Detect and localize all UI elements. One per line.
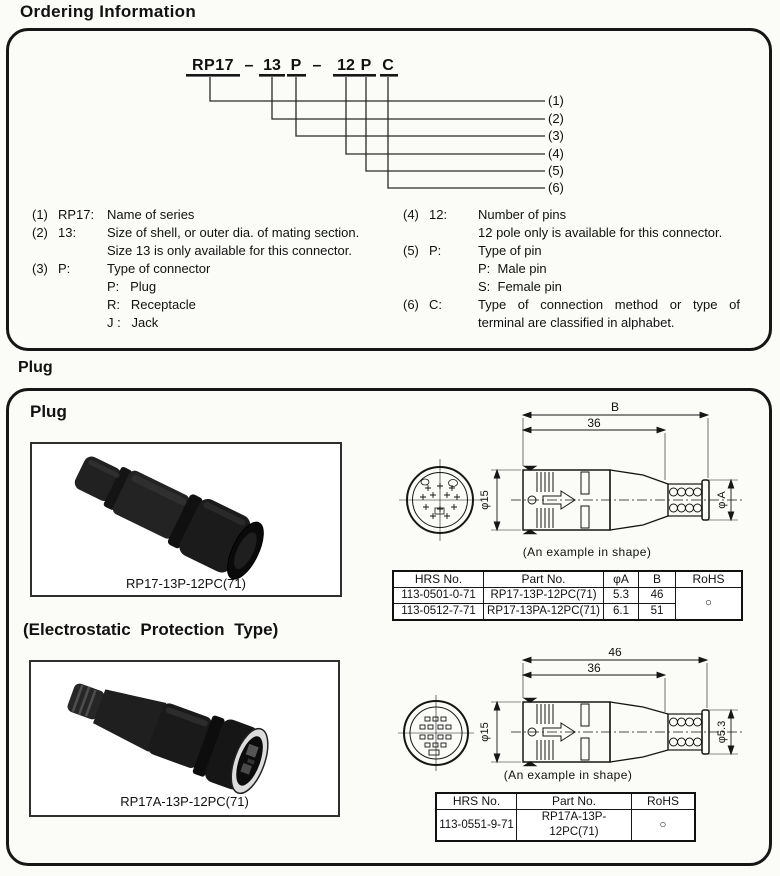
dimension-drawing-plug [385, 396, 765, 541]
item-line: Size of shell, or outer dia. of mating section. [107, 225, 360, 240]
cell-hrs: 113-0551-9-71 [436, 810, 517, 842]
callout-3: (3) [548, 128, 564, 143]
drawing2-caption: (An example in shape) [503, 768, 633, 782]
dim-label-phi15: φ15 [479, 722, 491, 742]
cell-rohs: ○ [632, 810, 696, 842]
cell-part: RP17A-13P-12PC(71) [517, 810, 632, 842]
ordering-item-3 [32, 260, 387, 332]
ordering-item-6 [403, 296, 753, 332]
dimension-lines-2 [491, 657, 738, 762]
callout-6: (6) [548, 180, 564, 195]
dim-label-36: 36 [587, 416, 601, 430]
cell-hrs: 113-0501-0-71 [393, 588, 484, 604]
pn-segment-type: P [290, 57, 302, 74]
table-header-row [436, 793, 695, 810]
col-part: Part No. [484, 571, 604, 588]
cell-part: RP17-13PA-12PC(71) [484, 604, 604, 621]
pn-underlines [186, 74, 398, 77]
part-number-diagram [160, 50, 580, 200]
photo1-caption: RP17-13P-12PC(71) [126, 576, 246, 591]
drawing1-caption: (An example in shape) [522, 545, 652, 559]
pn-segment-series: RP17 [191, 57, 235, 74]
item-line: S: Female pin [478, 279, 562, 294]
dim-label-phi15: φ15 [479, 490, 491, 510]
ordering-item-5 [403, 242, 753, 296]
plug-table [392, 570, 743, 621]
pn-callout-lines [210, 77, 545, 188]
dim-label-36: 36 [587, 661, 601, 675]
item-line: Type of pin [478, 243, 542, 258]
col-part: Part No. [517, 793, 632, 810]
item-line: 12 pole only is available for this connector. [478, 225, 723, 240]
esd-plug-table [435, 792, 696, 842]
photo-frame-plug [30, 442, 342, 597]
item-line: Type of connection method or type of [478, 297, 740, 312]
table-row [393, 588, 742, 604]
cell-part: RP17-13P-12PC(71) [484, 588, 604, 604]
item-line: P: Male pin [478, 261, 547, 276]
item-lines [107, 206, 387, 224]
item-lines [478, 296, 753, 332]
table-header-row [393, 571, 742, 588]
item-line: Name of series [107, 207, 195, 222]
item-code: C: [429, 297, 442, 312]
front-view-2 [398, 695, 474, 771]
dim-label-phi53: φ5.3 [716, 720, 728, 744]
dim-label-B: B [610, 400, 620, 414]
item-line: P: Plug [107, 279, 157, 294]
connector-photo-1 [32, 444, 340, 595]
connector-photo-2 [31, 662, 338, 815]
col-phiA: φA [604, 571, 639, 588]
item-line: Size 13 is only available for this connector. [107, 243, 352, 258]
photo-frame-esd-plug [29, 660, 340, 817]
cell-phiA: 5.3 [604, 588, 639, 604]
table-row [436, 810, 695, 842]
cell-hrs: 113-0512-7-71 [393, 604, 484, 621]
item-line: J : Jack [107, 315, 159, 330]
esd-heading: (Electrostatic Protection Type) [23, 620, 279, 639]
pn-segment-pins: 12 [337, 57, 355, 74]
item-line: terminal are classified in alphabet. [478, 315, 675, 330]
item-code: 13: [58, 225, 77, 240]
photo2-caption: RP17A-13P-12PC(71) [120, 794, 249, 809]
item-num: (6) [403, 297, 419, 312]
callout-2: (2) [548, 111, 564, 126]
pn-segment-method: C [382, 57, 394, 74]
ordering-item-4 [403, 206, 753, 242]
item-lines [478, 242, 753, 296]
item-line: Number of pins [478, 207, 567, 222]
dimension-drawing-esd [385, 648, 765, 774]
ordering-explanations-left [32, 206, 387, 332]
item-code: P: [429, 243, 442, 258]
item-code: RP17: [58, 207, 95, 222]
item-num: (5) [403, 243, 419, 258]
col-rohs: RoHS [632, 793, 696, 810]
front-view-1 [399, 459, 481, 541]
callout-1: (1) [548, 93, 564, 108]
item-line: Type of connector [107, 261, 211, 276]
cell-b: 51 [639, 604, 676, 621]
item-code: P: [58, 261, 71, 276]
callout-5: (5) [548, 163, 564, 178]
callout-4: (4) [548, 146, 564, 161]
ordering-item-1 [32, 206, 387, 224]
item-line: R: Receptacle [107, 297, 196, 312]
dim-label-46: 46 [608, 648, 622, 659]
pn-segment-pin-type: P [360, 57, 372, 74]
col-rohs: RoHS [676, 571, 743, 588]
col-b: B [639, 571, 676, 588]
pn-segment-size: 13 [263, 57, 281, 74]
side-view-2 [511, 699, 743, 766]
col-hrs: HRS No. [393, 571, 484, 588]
pn-dash-1: – [244, 57, 254, 74]
item-num: (3) [32, 261, 48, 276]
item-num: (4) [403, 207, 419, 222]
section-label-plug: Plug [18, 359, 53, 376]
cell-phiA: 6.1 [604, 604, 639, 621]
item-lines [107, 260, 387, 332]
cell-rohs-merged: ○ [676, 588, 743, 621]
pn-dash-2: – [312, 57, 322, 74]
item-lines [478, 206, 753, 242]
item-num: (2) [32, 225, 48, 240]
ordering-item-2 [32, 224, 387, 260]
plug-heading: Plug [30, 402, 67, 421]
col-hrs: HRS No. [436, 793, 517, 810]
item-lines [107, 224, 387, 260]
cell-b: 46 [639, 588, 676, 604]
ordering-explanations-right [403, 206, 753, 332]
item-num: (1) [32, 207, 48, 222]
dim-label-phiA: φ A [716, 491, 728, 509]
item-code: 12: [429, 207, 448, 222]
page-title: Ordering Information [20, 2, 196, 21]
